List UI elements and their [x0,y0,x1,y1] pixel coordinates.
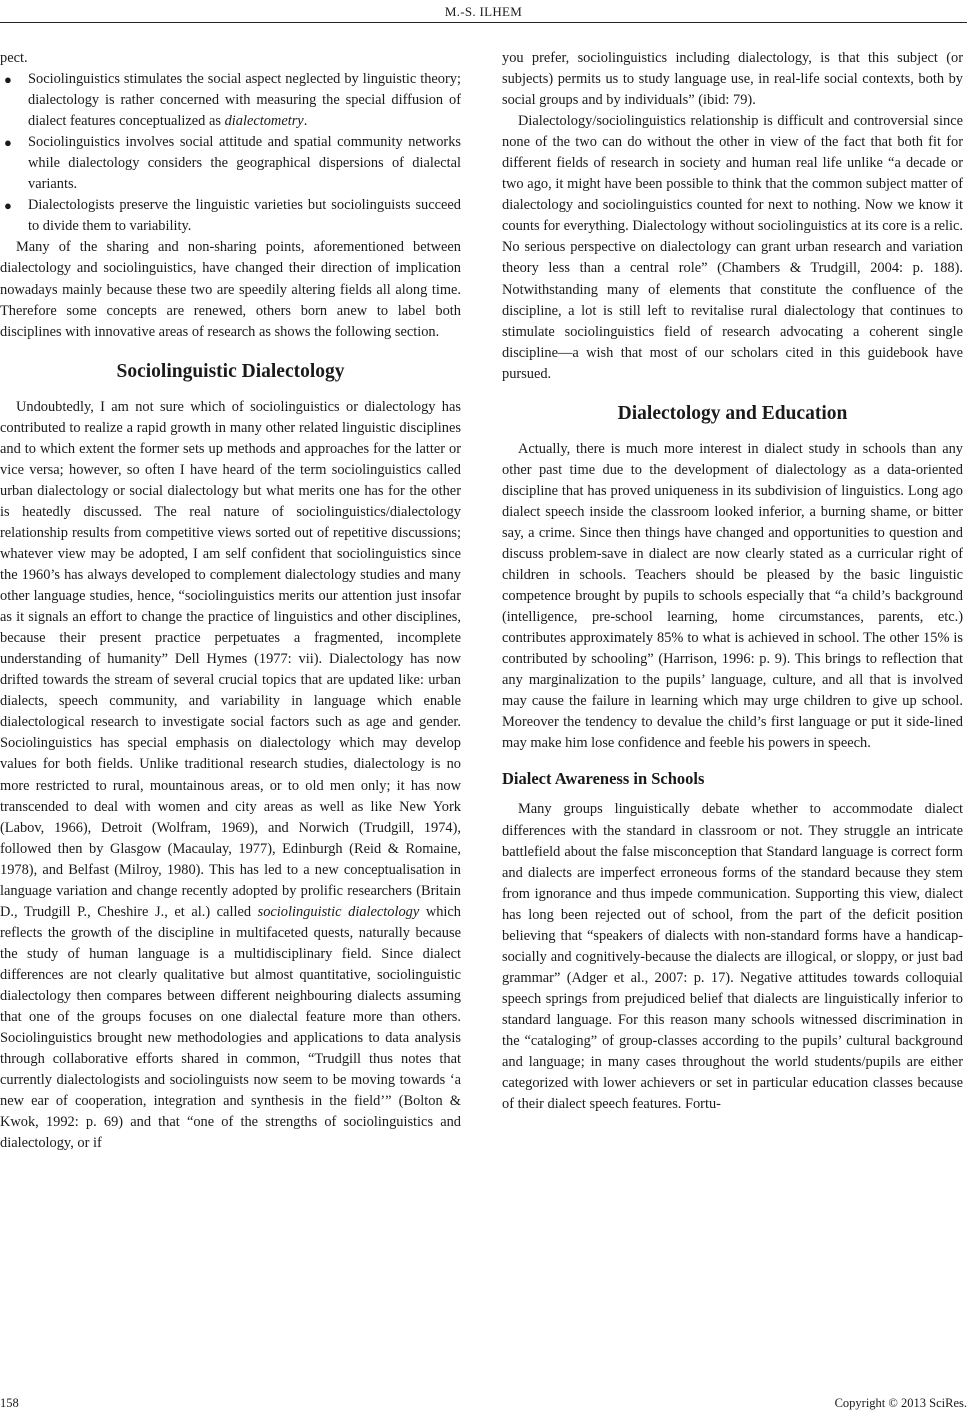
body-paragraph: Actually, there is much more interest in dialect study in schools than any other past time due to the development of dialectology as a data-oriented discipline that has proved uniqueness in its subdivision of linguistics. Long ago dialect speech inside the classroom looked inferior, a burning shame, or bitter say, a crime. Since then things have changed and opportunities to question and discuss problem-save in dialect are now clearly stated as a curricular right of children in schools. Teachers should be pleased by the basic linguistic competence brought by pupils to schools especially that “a child’s background (intelligence, pre-school learning, home circumstances, parents, etc.) contributes approximately 85% to what is achieved in school. The other 15% is contributed by schooling” (Harrison, 1996: p. 9). This brings to reflection that any marginalization to the pupils’ language, culture, and all that is involved may cause the failure in learning which may urge children to give up school. Moreover the tendency to devalue the child’s first language or put it side-lined may make him lose confidence and feeble his powers in speech. [502,440,963,752]
left-column [0,48,461,1383]
list-item [0,132,461,195]
section-heading: Dialectology and Education [617,402,848,424]
list-item [0,195,461,237]
copyright-notice: Copyright © 2013 SciRes. [834,1396,967,1410]
body-paragraph: Dialectology/sociolinguistics relationship is difficult and controversial since none of the two can do without the other in view of the fact that both fit for different fields of research in society and human real life unlike “a decade or two ago, it might have been possible to think that the common subject matter of dialectology and sociolinguistics counted for next to nothing. Now we know it counts for everything. Dialectology without sociolinguistics at its core is a relic. No serious perspective on dialectology can grant urban research and variation theory less than a central role” (Chambers & Trudgill, 2004: p. 188). Notwithstanding many of elements that constitute the confluence of the discipline, a lot is still left to revitalise rural dialectology that continues to stimulate sociolinguistics field of research advocating a coherent single discipline—a wish that most of our scholars cited in this guidebook have pursued. [502,113,963,382]
comparison-list [0,69,461,237]
list-item-text: Dialectologists preserve the linguistic varieties but sociolinguists succeed to divide them to variability. [28,197,461,235]
body-paragraph: Many groups linguistically debate whether to accommodate dialect differences with the standard in classroom or not. They struggle an intricate battlefield about the false misconception that Standard language is correct form and dialects are imperfect erroneous forms of the standard because they stem from ignorance and thus impede communication. Supporting this view, dialect has long been rejected out of school, from the part of the deficit position believing that “speakers of dialects with non-standard forms have a handicap-socially and cognitively-because the dialects are illogical, or sloppy, or just bad grammar” (Adger et al., 2007: p. 17). Negative attitudes towards colloquial speech springs from prejudiced belief that dialects are linguistically inferior to standard language. For this reason many schools witnessed discrimination in the “cataloging” of group-classes according to the pupils’ cultural background and language; in many cases throughout the world students/pupils are either categorized with lower achievers or set in particular education classes because of their dialect speech features. Fortu- [502,801,963,1113]
list-item [0,69,461,132]
list-item-text: Sociolinguistics involves social attitude and spatial community networks while dialectology considers the geographical dispersions of dialectal variants. [28,134,461,193]
running-head: M.-S. ILHEM [444,4,523,19]
bullet-icon: ● [4,135,12,151]
emphasis-term: dialectometry [224,113,304,130]
list-item-text: Sociolinguistics stimulates the social aspect neglected by linguistic theory; dialectology is rather concerned with measuring the special diffusion of dialect features conceptualized as dialectometry. [28,71,461,130]
bullet-icon: ● [4,72,12,88]
paragraph-continued: pect. [0,50,28,66]
body-paragraph: Undoubtedly, I am not sure which of sociolinguistics or dialectology has contributed to realize a rapid growth in many other related linguistic disciplines and to which extent the former sets up methods and approaches for the latter or vice versa; however, so often I have heard of the term sociolinguistics called urban dialectology or social dialectology but what merits one has for the other is heatedly discussed. The real nature of sociolinguistics/dialectology relationship results from competitive views sorted out of repetitive discussions; whatever view may be adopted, I am self confident that sociolinguistics since the 1960’s has always developed to complement dialectology studies and many other language studies, hence, “sociolinguistics merits our attention just insofar as it signals an effort to change the practice of linguistics and other disciplines, because their present practice perpetuates a fragmented, incomplete understanding of humanity” Dell Hymes (1977: vii). Dialectology has now drifted towards the stream of several crucial topics that are updated like: urban dialects, speech community, and variability in language which enable dialectological research to investigate social factors such as age and gender. Sociolinguistics has special emphasis on dialectology which may develop values for both fields. Unlike traditional research studies, dialectology is no more restricted to rural, mountainous areas, or to old men only; it has now transcended to deal with women and city areas as well as like New York (Labov, 1966), Detroit (Wolfram, 1969), and Norwich (Trudgill, 1974), followed then by Glasgow (Macaulay, 1977), Edinburgh (Reid & Romaine, 1978), and Belfast (Milroy, 1980). This has led to a new conceptualisation in language variation and change recently adopted by prolific researchers (Britain D., Trudgill P., Cheshire J., et al.) called sociolinguistic dialectology which reflects the growth of the discipline in multifaceted quests, naturally because the study of human language is a multidisciplinary field. Since dialect differences are not clearly qualitative but almost quantitative, sociolinguistic dialectology then compares between different neighbouring dialects assuming that one of the groups focuses on one dialectal feature more than others. Sociolinguistics brought new methodologies and applications to data analysis through collaborative efforts shared in common, “Trudgill thus notes that currently dialectologists and sociolinguists now seem to be moving towards ‘a new ear of cooperation, integration and synthesis in the field’” (Bolton & Kwok, 1992: p. 69) and that “one of the strengths of sociolinguistics and dialectology, or if [0,398,461,1152]
subsection-heading: Dialect Awareness in Schools [502,769,705,789]
emphasis-term: sociolinguistic dialectology [257,903,420,920]
bullet-icon: ● [4,198,12,214]
right-column [502,48,963,1383]
body-paragraph: Many of the sharing and non-sharing points, aforementioned between dialectology and sociolinguistics, have changed their direction of implication nowadays mainly because these two are speedily altering fields all along time. Therefore some concepts are renewed, others born anew to label both disciplines with innovative areas of research as shows the following section. [0,239,461,340]
section-heading: Sociolinguistic Dialectology [116,360,345,382]
header-rule [0,22,967,23]
paragraph-continued: you prefer, sociolinguistics including dialectology, is that this subject (or subjects) permits us to study language use, in real-life social contexts, both by social groups and by individuals” (ibid: 79). [502,50,963,109]
page-number: 158 [0,1396,19,1410]
